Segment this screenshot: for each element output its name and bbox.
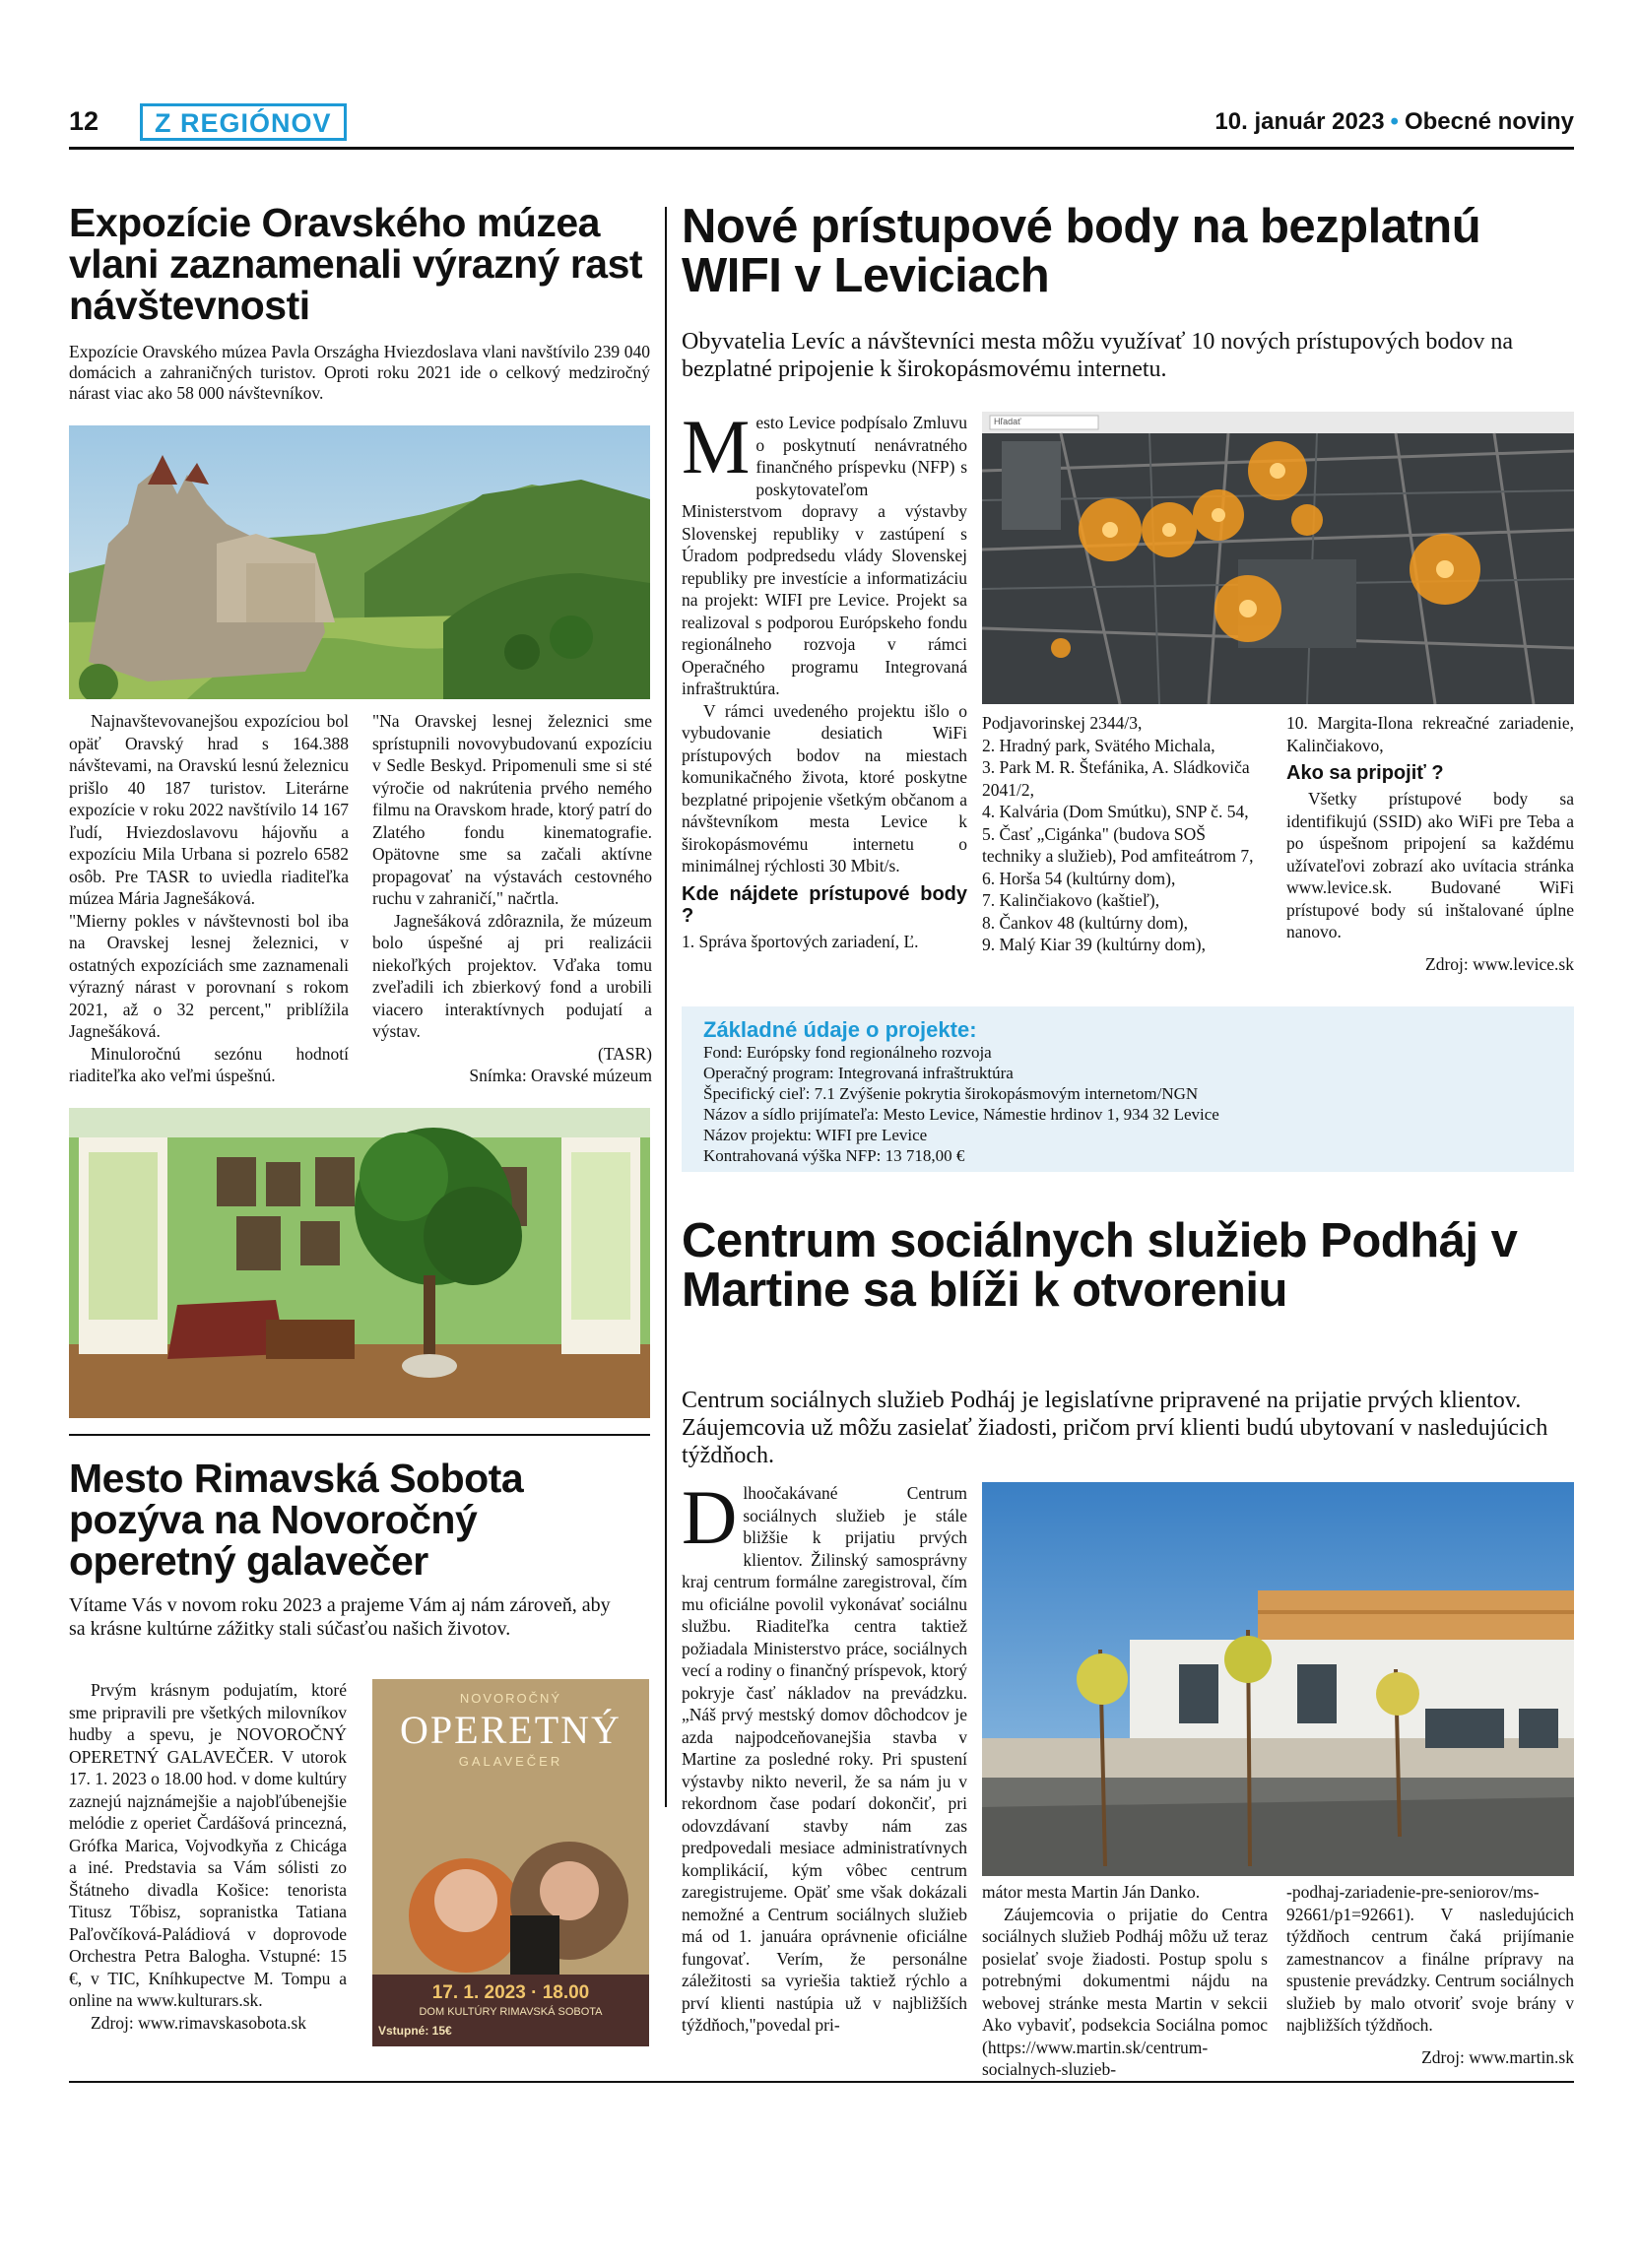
orava-col2-p1: "Na Oravskej lesnej železnici sme sprístupnili novovybudovanú expozíciu v Sedle Beskyd. Pripomenuli sme si sté výročie od nakrútenia prvého nemého filmu na Oravskom hrade, ktorý patrí do Zlatého fondu kinematografie. Opätovne sme sa začali aktívne propagovať na výstavách cestovného ruchu v zahraničí," načrtla. (372, 711, 652, 908)
page-number: 12 (69, 106, 99, 136)
project-info-title: Základné údaje o projekte: (703, 1017, 977, 1042)
levice-col-3 (1286, 712, 1574, 975)
project-info-line: Názov projektu: WIFI pre Levice (703, 1126, 928, 1144)
orava-col1-p3: Minuloročnú sezónu hodnotí riaditeľka ako veľmi úspešnú. (69, 1043, 349, 1085)
poster-subtitle: GALAVEČER (458, 1754, 563, 1769)
martin-col2-p1: mátor mesta Martin Ján Danko. (982, 1882, 1201, 1902)
levice-col1-p1: esto Levice podpísalo Zmluvu o poskytnutí nenávratného finančného príspevku (NFP) s poskytovateľom Ministerstvom dopravy a výstavby Slovenskej republiky v zastúpení s Úradom podpredsedu vlády Slovenskej republiky pre investície a informatizáciu na projekt: WIFI pre Levice. Projekt sa realizoval s podporou Európskeho fondu regionálneho rozvoja v rámci Operačného programu Integrovaná infraštruktúra. (682, 413, 967, 698)
wifi-map (982, 412, 1574, 704)
martin-col3-p1: -podhaj-zariadenie-pre-seniorov/ms-92661/p1=92661). V nasledujúcich týždňoch centrum čaká prijímanie zamestnancov a finálne prípravy na spustenie prevádzky. Centrum sociálnych služieb by malo otvoriť svoje brány v najbližších týždňoch. (1286, 1882, 1574, 2035)
rimavska-headline: Mesto Rimavská Sobota pozýva na Novoročný operetný galavečer (69, 1456, 524, 1584)
section-tag: Z REGIÓNOV (140, 103, 347, 141)
dateline: 10. január 2023 • Obecné noviny (1214, 108, 1574, 135)
poster-date: 17. 1. 2023 · 18.00 (431, 1982, 590, 2003)
martin-col-3 (1286, 1881, 1574, 2068)
martin-col-2 (982, 1881, 1268, 2081)
martin-headline: Centrum sociálnych služieb Podháj v Martine sa blíži k otvoreniu (682, 1214, 1518, 1317)
martin-lead: Centrum sociálnych služieb Podháj je legislatívne pripravené na prijatie prvých klientov. Záujemcovia už môžu zasielať žiadosti, pričom prví klienti budú ubytovaní v nasledujúcich týždňoch. (682, 1388, 1548, 1468)
rimavska-body-text: Prvým krásnym podujatím, ktoré sme pripravili pre všetkých milovníkov hudby a spevu, je NOVOROČNÝ OPERETNÝ GALAVEČER. V utorok 17. 1. 2023 o 18.00 hod. v dome kultúry zaznejú najznámejšie a najobľúbenejšie melódie z operiet Čardášová princezná, Grófka Marica, Vojvodkyňa z Chicága a iné. Predstavia sa Vám sólisti zo Štátneho divadla Košice: tenorista Titusz Tőbisz, sopranistka Tatiana Paľovčíková-Paládiová v doprovode Orchestra Petra Balogha. Vstupné: 15 €, v TIC, Kníhkupectve M. Tompu a online na www.kulturars.sk. (69, 1680, 347, 2010)
orava-headline: Expozície Oravského múzea vlani zaznamenali výrazný rast návštevnosti (69, 200, 643, 328)
poster-venue: DOM KULTÚRY RIMAVSKÁ SOBOTA (419, 2006, 603, 2018)
publication-name: Obecné noviny (1404, 108, 1574, 135)
martin-dropcap: D (682, 1474, 738, 1560)
header-rule (69, 147, 1574, 150)
levice-headline: Nové prístupové body na bezplatnú WIFI v Leviciach (682, 200, 1481, 302)
levice-list-start: 1. Správa športových zariadení, Ľ. (682, 931, 919, 951)
footer-rule (69, 2081, 1574, 2083)
museum-interior-photo (69, 1108, 650, 1418)
poster-big-title: OPERETNÝ (400, 1708, 622, 1752)
map-search-label: Hľadať (994, 417, 1021, 426)
orava-lead: Expozície Oravského múzea Pavla Országha Hviezdoslava vlani navštívilo 239 040 domácich a zahraničných turistov. Oproti roku 2021 ide o celkový medziročný nárast viac ako 58 000 návštevníkov. (69, 342, 650, 403)
castle-photo (69, 425, 650, 699)
column-divider (665, 207, 667, 1807)
orava-end-rule (69, 1434, 650, 1436)
social-center-photo (982, 1482, 1574, 1876)
martin-col1-text: lhoočakávané Centrum sociálnych služieb je stále bližšie k prijatiu prvých klientov. Žilinský samosprávny kraj centrum formálne zaregistroval, čím mu oficiálne povolil vykonávať sociálnu službu. Riaditeľka centra taktiež požiadala Ministerstvo práce, sociálnych vecí a rodiny o finančný príspevok, ktorý pokryje časť nákladov na prevádzku. „Náš prvý mestský domov dôchodcov je azda najpodceňovanejšia stavba v Martine za posledné roky. Pri spustení výstavby nikto neveril, že sa nám ju v rekordnom čase podarí dokončiť, pri odovzdávaní stavby nám zas predpovedali mesiace administratívnych komplikácií, kým vôbec centrum zaregistrujeme. Opäť sme však dokázali nemožné a Centrum sociálnych služieb má od 1. januára oprávnenie oficiálne fungovať. Verím, že personálne záležitosti sa vyriešia taktiež rýchlo a prví klienti nastúpia už v najbližších týždňoch,"povedal pri- (682, 1483, 967, 2035)
orava-col1-p1: Najnavštevovanejšou expozíciou bol opäť Oravský hrad s 164.388 návštevami, na Oravskú lesnú železnicu prišlo 40 187 turistov. Literárne expozície v roku 2022 navštívilo 14 167 ľudí, Hviezdoslavovu hájovňu a expozíciu Mila Urbana si pozrelo 6582 osôb. Pre TASR to uviedla riaditeľka múzea Mária Jagnešáková. (69, 711, 349, 908)
martin-col2-p2: Záujemcovia o prijatie do Centra sociálnych služieb Podháj môžu už teraz posielať svoje žiadosti. Postup spolu s potrebnými dokumentmi nájdu na webovej stránke mesta Martin v sekcii Ako vybaviť, podsekcia Sociálna pomoc (https://www.martin.sk/centrum-socialnych-sluzieb- (982, 1904, 1268, 2079)
orava-col-1 (69, 710, 349, 1087)
levice-col3-p2: Všetky prístupové body sa identifikujú (SSID) ako WiFi pre Teba a po úspešnom pripojení sa každému užívateľovi zobrazí ako uvítacia stránka www.levice.sk. Budované WiFi prístupové body sú inštalované úplne nanovo. (1286, 789, 1574, 941)
levice-subhead-connect: Ako sa pripojiť ? (1286, 762, 1444, 784)
project-info-line: Špecifický cieľ: 7.1 Zvýšenie pokrytia širokopásmovým internetom/NGN (703, 1084, 1199, 1103)
martin-source: Zdroj: www.martin.sk (1421, 2046, 1574, 2067)
rimavska-source: Zdroj: www.rimavskasobota.sk (91, 2012, 307, 2033)
levice-source: Zdroj: www.levice.sk (1425, 953, 1574, 974)
levice-subhead-where: Kde nájdete prístupové body ? (682, 882, 967, 927)
poster-small-title: NOVOROČNÝ (459, 1691, 562, 1706)
poster-price: Vstupné: 15€ (378, 2024, 452, 2038)
project-info-line: Kontrahovaná výška NFP: 13 718,00 € (703, 1146, 965, 1165)
project-info-line: Názov a sídlo prijímateľa: Mesto Levice, Námestie hrdinov 1, 934 32 Levice (703, 1105, 1219, 1124)
operetta-poster (372, 1679, 649, 2046)
levice-col-2: Podjavorinskej 2344/3, 2. Hradný park, Svätého Michala, 3. Park M. R. Štefánika, A. Sládkoviča 2041/2, 4. Kalvária (Dom Smútku), SNP č. 54, 5. Časť „Cigánka" (budova SOŠ techniky a služieb), Pod amfiteátrom 7, 6. Horša 54 (kultúrny dom), 7. Kalinčiakovo (kaštieľ), 8. Čankov 48 (kultúrny dom), 9. Malý Kiar 39 (kultúrny dom), (982, 713, 1254, 954)
orava-col2-p2: Jagnešáková zdôraznila, že múzeum bolo úspešné aj pri realizácii niekoľkých projektov. Vďaka tomu zveľadili ich zbierkový fond a urobili viacero interaktívnych podujatí a výstav. (372, 910, 652, 1041)
orava-source: (TASR) (598, 1043, 652, 1064)
issue-date: 10. január 2023 (1214, 108, 1385, 135)
levice-col3-p1: 10. Margita-Ilona rekreačné zariadenie, Kalinčiakovo, (1286, 713, 1574, 755)
levice-lead: Obyvatelia Levíc a návštevníci mesta môžu využívať 10 nových prístupových bodov na bezplatné pripojenie k širokopásmovému internetu. (682, 329, 1514, 382)
rimavska-lead: Vítame Vás v novom roku 2023 a prajeme Vám aj nám zároveň, aby sa krásne kultúrne zážitky stali súčasťou našich životov. (69, 1594, 611, 1640)
martin-col-1 (682, 1474, 967, 2037)
orava-col1-p2: "Mierny pokles v návštevnosti bol iba na Oravskej lesnej železnici, v ostatných expozíciách sme zaznamenali výrazný nárast v porovnaní s rokom 2021, až o 32 percent," priblížila Jagnešáková. (69, 910, 349, 1041)
orava-photo-credit: Snímka: Oravské múzeum (469, 1066, 652, 1085)
project-info-line: Operačný program: Integrovaná infraštruktúra (703, 1064, 1014, 1082)
project-info-line: Fond: Európsky fond regionálneho rozvoja (703, 1043, 992, 1062)
orava-col-2 (372, 710, 652, 1087)
levice-dropcap: M (682, 404, 751, 489)
project-info-box (682, 1006, 1574, 1172)
rimavska-body (69, 1679, 347, 2034)
levice-col-1 (682, 404, 967, 952)
levice-col1-p2: V rámci uvedeného projektu išlo o vybudovanie desiatich WiFi prístupových bodov na miestach komunikačného života, ktoré poskytne bezplatné pripojenie všetkým občanom a návštevníkom mesta Levice k širokopásmovému internetu o minimálnej rýchlosti 30 Mbit/s. (682, 700, 967, 875)
